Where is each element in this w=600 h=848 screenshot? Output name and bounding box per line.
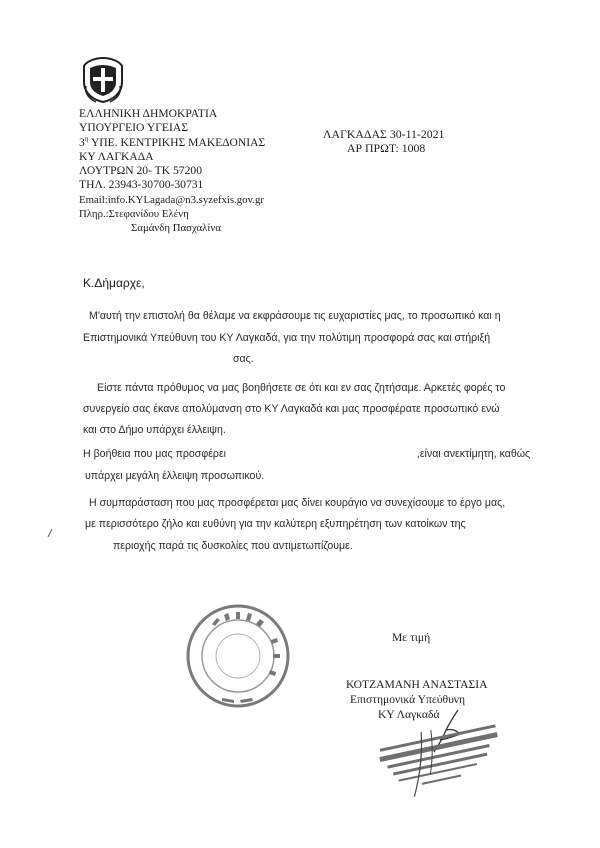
sender-phone: ΤΗΛ. 23943-30700-30731 <box>79 178 204 192</box>
signer-unit: ΚΥ Λαγκαδά <box>378 708 440 721</box>
place-date: ΛΑΓΚΑΔΑΣ 30-11-2021 <box>323 127 445 141</box>
protocol-number: ΑΡ ΠΡΩΤ: 1008 <box>347 141 426 155</box>
body-line: Η συμπαράσταση που μας προσφέρεται μας δίνει κουράγιο να συνεχίσουμε το έργο μας, <box>89 497 506 509</box>
body-line: συνεργείο σας έκανε απολύμανση στο ΚΥ Λαγκαδά και μας προσφέρατε προσωπικό ενώ <box>83 403 500 415</box>
round-seal-stamp <box>182 600 294 712</box>
greek-coat-of-arms-icon <box>80 56 126 104</box>
body-line: περιοχής παρά τις δυσκολίες που αντιμετωπίζουμε. <box>113 540 353 552</box>
body-line: με περισσότερο ζήλο και ευθύνη για την καλύτερη εξυπηρέτηση των κατοίκων της <box>85 518 466 530</box>
body-line <box>83 448 530 460</box>
sender-info-contact-2: Σαμάνδη Πασχαλίνα <box>131 222 221 235</box>
body-line: υπάρχει μεγάλη έλλειψη προσωπικού. <box>85 470 265 482</box>
body-line: Μ'αυτή την επιστολή θα θέλαμε να εκφράσουμε τις ευχαριστίες μας, το προσωπικό και η <box>89 310 501 322</box>
redacted-area <box>229 448 359 460</box>
sender-country: ΕΛΛΗΝΙΚΗ ΔΗΜΟΚΡΑΤΙΑ <box>79 107 218 120</box>
sender-address: ΛΟΥΤΡΩΝ 20- ΤΚ 57200 <box>79 164 202 178</box>
signer-name: ΚΟΤΖΑΜΑΝΗ ΑΝΑΣΤΑΣΙΑ <box>346 678 488 691</box>
body-line: Επιστημονικά Υπεύθυνη του ΚΥ Λαγκαδά, για την πολύτιμη προσφορά σας και στήριξή <box>83 332 491 344</box>
body-line: και στο Δήμο υπάρχει έλλειψη. <box>83 424 226 436</box>
sender-block <box>79 107 265 236</box>
rectangular-stamp <box>372 715 514 810</box>
date-block <box>323 127 444 155</box>
closing: Με τιμή <box>392 631 431 644</box>
sender-region <box>79 136 265 150</box>
sender-ministry: ΥΠΟΥΡΓΕΙΟ ΥΓΕΙΑΣ <box>79 121 188 135</box>
sender-info-contact: Πληρ.:Στεφανίδου Ελένη <box>79 208 189 221</box>
salutation: Κ.Δήμαρχε, <box>83 276 145 290</box>
sender-email: Email:info.KYLagada@n3.syzefxis.gov.gr <box>79 193 264 206</box>
sender-unit: ΚΥ ΛΑΓΚΑΔΑ <box>79 149 154 163</box>
body-line: Είστε πάντα πρόθυμος να μας βοηθήσετε σε ότι και εν σας ζητήσαμε. Αρκετές φορές το <box>97 382 506 394</box>
body-text: Η βοήθεια που μας προσφέρει <box>83 448 227 460</box>
region-number: 3 <box>79 135 85 149</box>
margin-mark-icon <box>46 528 54 538</box>
signer-role: Επιστημονικά Υπεύθυνη <box>350 693 466 706</box>
body-text: ,είναι ανεκτίμητη, καθώς <box>416 448 531 460</box>
region-suffix: η <box>84 134 89 143</box>
region-name: ΥΠΕ. ΚΕΝΤΡΙΚΗΣ ΜΑΚΕΔΟΝΙΑΣ <box>90 135 266 149</box>
body-line: σας. <box>233 353 254 365</box>
